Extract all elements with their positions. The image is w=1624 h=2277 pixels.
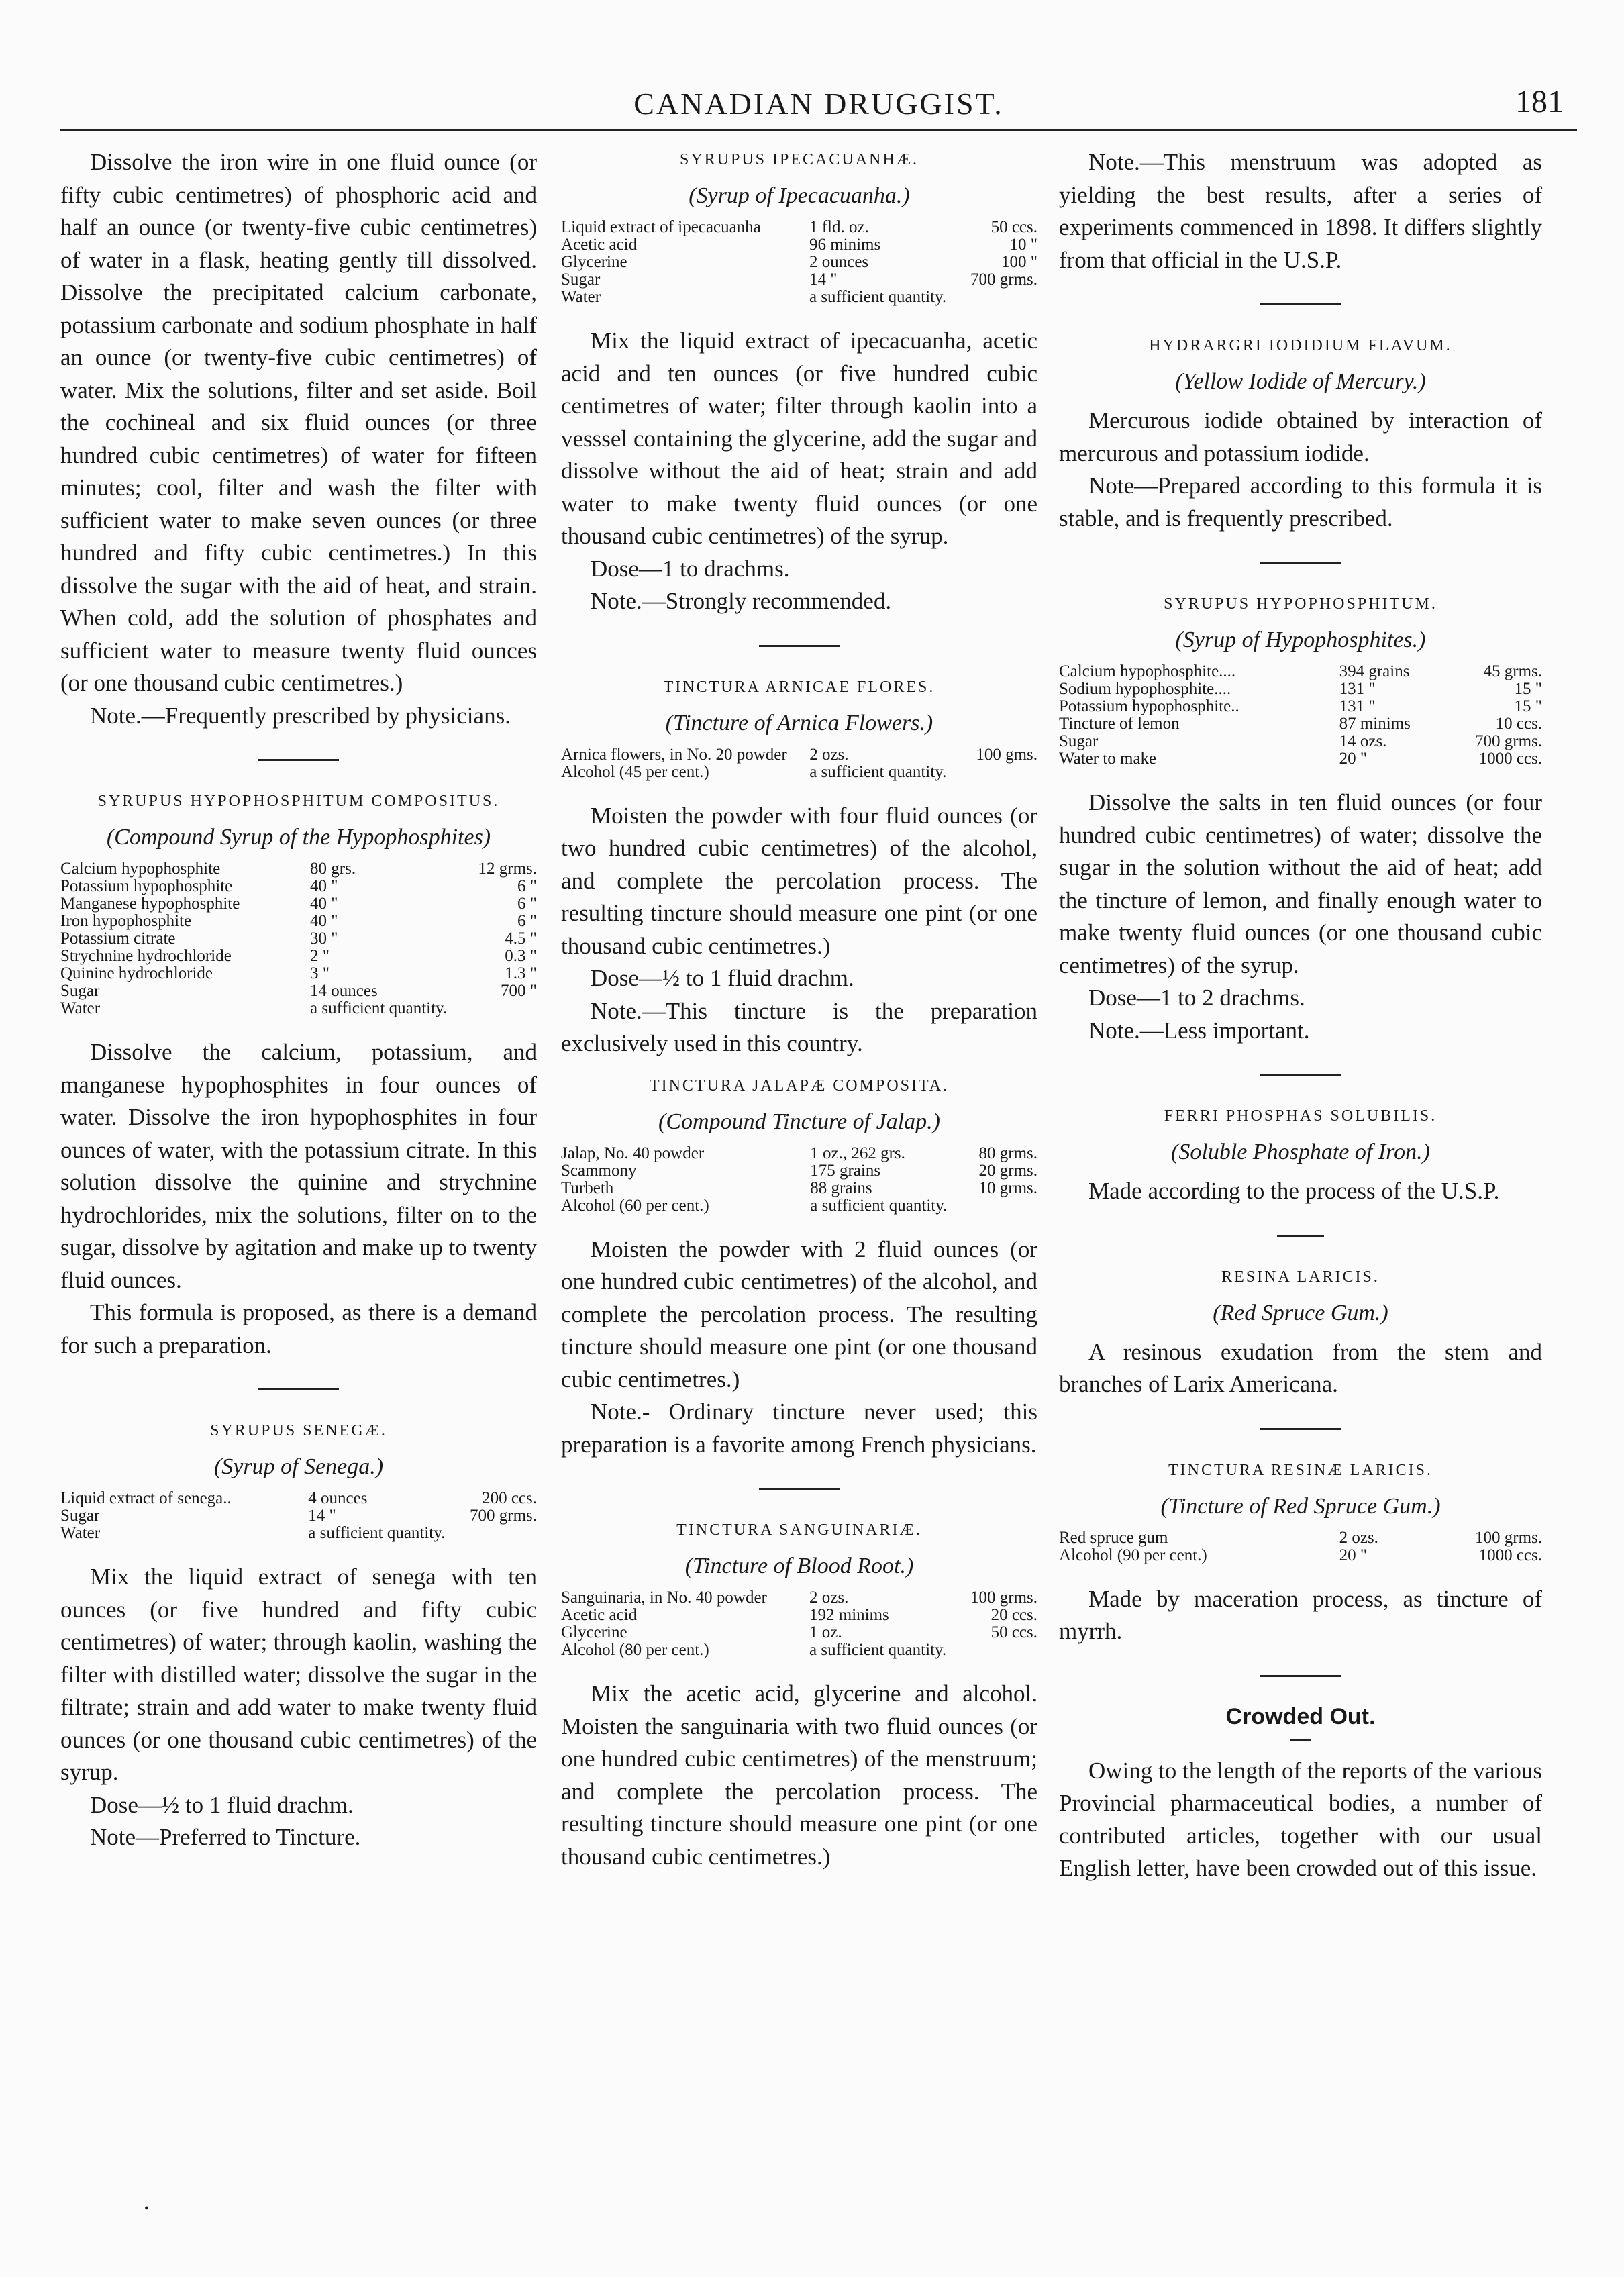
metric-quantity-cell: 6 " (517, 877, 537, 895)
formula-row (561, 1197, 1037, 1215)
metric-quantity-cell: 12 grms. (478, 860, 537, 878)
ingredient-cell: Water (60, 1524, 101, 1542)
metric-quantity-cell: 10 " (1009, 236, 1037, 254)
header-rule (60, 129, 1577, 131)
section-subtitle: (Yellow Iodide of Mercury.) (1175, 369, 1426, 394)
ingredient-cell: Glycerine (561, 253, 627, 271)
formula-row (60, 948, 537, 965)
paragraph: Note.—Less important. (1088, 1017, 1310, 1044)
print-speck: • (144, 2201, 150, 2216)
imperial-quantity-cell: 1 oz. (809, 1623, 842, 1641)
metric-quantity-cell: 100 gms. (976, 745, 1037, 764)
imperial-quantity-cell: 2 ozs. (1339, 1528, 1378, 1547)
metric-quantity-cell: 10 ccs. (1495, 715, 1542, 733)
imperial-quantity-cell: a sufficient quantity. (810, 1196, 948, 1215)
imperial-quantity-cell: 394 grains (1339, 662, 1410, 680)
paragraph: Made according to the process of the U.S.P. (1088, 1178, 1500, 1204)
formula-row (561, 289, 1037, 306)
paragraph: Mix the liquid extract of senega with ten ounces (or five hundred and fifty cubic centimetres) of water; through kaolin, washing the filter with distilled water; dissolve the sugar in the filtrate; strain and add water to make twenty fluid ounces (or one thousand cubic centimetres) of the syrup. (60, 1564, 537, 1785)
page-header (60, 81, 1577, 128)
metric-quantity-cell (947, 1197, 1037, 1215)
formula-row (1059, 1547, 1542, 1564)
section-subtitle: (Tincture of Blood Root.) (684, 1554, 914, 1578)
formula-table (561, 746, 1037, 781)
paragraph: A resinous exudation from the stem and branches of Larix Americana. (1059, 1338, 1542, 1397)
imperial-quantity-cell: 175 grains (810, 1161, 881, 1180)
ingredient-cell: Alcohol (90 per cent.) (1059, 1546, 1207, 1564)
metric-quantity-cell: 1.3 " (505, 964, 537, 982)
ingredient-cell: Potassium citrate (60, 929, 176, 948)
formula-table (1059, 663, 1542, 768)
metric-quantity-cell: 6 " (517, 895, 537, 913)
paragraph: Mix the acetic acid, glycerine and alcohol. Moisten the sanguinaria with two fluid ounces (or one hundred cubic centimetres) of the menstruum; and complete the percolation process. The resulting tincture should measure one pint (or one thousand cubic centimetres.) (561, 1680, 1037, 1870)
imperial-quantity-cell: 40 " (310, 877, 338, 895)
imperial-quantity-cell: 131 " (1339, 697, 1376, 715)
paragraph: Dissolve the calcium, potassium, and manganese hypophosphites in four ounces of water. Dissolve the iron hypophosphites in four ounces of water, with the potassium citrate. In this solution dissolve the quinine and strychnine hydrochlorides, mix the solutions, filter on to the sugar, dissolve by agitation and make up to twenty fluid ounces. (60, 1039, 537, 1293)
section-heading: SYRUPUS HYPOPHOSPHITUM COMPOSITUS. (97, 793, 500, 810)
section-separator (1260, 562, 1341, 564)
metric-quantity-cell: 700 " (501, 982, 537, 1000)
paragraph: Owing to the length of the reports of the various Provincial pharmaceutical bodies, a number of contributed articles, together with our usual English letter, have been crowded out of this issue. (1059, 1757, 1542, 1881)
paragraph: Dose—1 to drachms. (591, 555, 790, 582)
formula-row (1059, 663, 1542, 680)
section-subtitle: (Syrup of Senega.) (213, 1454, 384, 1479)
formula-row (1059, 733, 1542, 750)
metric-quantity-cell (946, 1641, 1037, 1659)
formula-row (60, 965, 537, 982)
imperial-quantity-cell: 40 " (310, 895, 338, 913)
imperial-quantity-cell: 20 " (1339, 750, 1368, 768)
formula-table (561, 1145, 1037, 1215)
ingredient-cell: Acetic acid (561, 1606, 638, 1624)
section-separator (1277, 1235, 1324, 1237)
metric-quantity-cell: 700 grms. (470, 1507, 537, 1525)
section-separator (1260, 1428, 1341, 1430)
section-separator (258, 1388, 339, 1390)
ingredient-cell: Sodium hypophosphite.... (1059, 680, 1231, 698)
ingredient-cell: Water (60, 999, 101, 1017)
metric-quantity-cell: 80 grms. (978, 1144, 1037, 1162)
imperial-quantity-cell: 96 minims (809, 236, 881, 254)
metric-quantity-cell: 100 grms. (970, 1588, 1037, 1607)
formula-row (1059, 715, 1542, 733)
imperial-quantity-cell: 80 grs. (310, 860, 356, 878)
formula-row (1059, 1529, 1542, 1547)
paragraph: Note.- Ordinary tincture never used; this preparation is a favorite among French physicians. (561, 1399, 1037, 1458)
section-heading: TINCTURA RESINÆ LARICIS. (1168, 1461, 1433, 1479)
ingredient-cell: Quinine hydrochloride (60, 964, 213, 982)
formula-table (60, 1490, 537, 1542)
paragraph: Dissolve the salts in ten fluid ounces (or four hundred cubic centimetres) of water; dissolve the sugar in the solution without the aid of heat; add the tincture of lemon, and finally enough water to make twenty fluid ounces (or one thousand cubic centimetres) of the syrup. (1059, 789, 1542, 978)
imperial-quantity-cell: 2 ozs. (809, 1588, 849, 1607)
ingredient-cell: Liquid extract of senega.. (60, 1489, 232, 1507)
column-1 (60, 146, 537, 1854)
metric-quantity-cell: 20 ccs. (991, 1606, 1037, 1624)
metric-quantity-cell: 700 grms. (1475, 732, 1542, 750)
ingredient-cell: Potassium hypophosphite.. (1059, 697, 1239, 715)
section-heading: SYRUPUS HYPOPHOSPHITUM. (1164, 595, 1437, 613)
formula-row (60, 1490, 537, 1507)
metric-quantity-cell: 200 ccs. (482, 1489, 537, 1507)
ingredient-cell: Sugar (60, 982, 100, 1000)
section-subtitle: (Tincture of Red Spruce Gum.) (1160, 1493, 1441, 1519)
formula-row (1059, 750, 1542, 768)
paragraph: Moisten the powder with four fluid ounces (or two hundred cubic centimetres) of the alcohol, and complete the percolation process. The resulting tincture should measure one pint (or one thousand cubic centimetres.) (561, 802, 1037, 959)
paragraph: Note.—This tincture is the preparation exclusively used in this country. (561, 997, 1037, 1056)
ingredient-cell: Arnica flowers, in No. 20 powder (561, 745, 787, 764)
metric-quantity-cell (447, 1000, 537, 1017)
ingredient-cell: Jalap, No. 40 powder (561, 1144, 705, 1162)
section-separator (1260, 1675, 1341, 1677)
imperial-quantity-cell: 3 " (310, 964, 330, 982)
imperial-quantity-cell: 2 ozs. (809, 745, 849, 764)
ingredient-cell: Glycerine (561, 1623, 627, 1641)
formula-row (561, 764, 1037, 781)
formula-table (1059, 1529, 1542, 1564)
imperial-quantity-cell: 192 minims (809, 1606, 889, 1624)
imperial-quantity-cell: 87 minims (1339, 715, 1411, 733)
metric-quantity-cell: 15 " (1514, 680, 1542, 698)
formula-row (561, 1145, 1037, 1162)
formula-row (60, 860, 537, 878)
formula-row (561, 236, 1037, 254)
formula-row (1059, 698, 1542, 715)
section-separator (759, 645, 840, 647)
imperial-quantity-cell: 40 " (310, 912, 338, 930)
paragraph: Note—Prepared according to this formula it is stable, and is frequently prescribed. (1059, 472, 1542, 532)
formula-table (561, 219, 1037, 306)
imperial-quantity-cell: 14 " (308, 1507, 336, 1525)
paragraph: Note.—This menstruum was adopted as yielding the best results, after a series of experiments commenced in 1898. It differs slightly from that official in the U.S.P. (1059, 149, 1542, 273)
imperial-quantity-cell: a sufficient quantity. (310, 999, 448, 1017)
metric-quantity-cell: 100 grms. (1475, 1528, 1542, 1547)
ingredient-cell: Sugar (60, 1507, 100, 1525)
formula-row (60, 895, 537, 913)
section-subtitle: (Syrup of Hypophosphites.) (1175, 627, 1426, 652)
ingredient-cell: Alcohol (45 per cent.) (561, 762, 709, 781)
ingredient-cell: Scammony (561, 1161, 637, 1180)
section-heading: TINCTURA ARNICAE FLORES. (663, 678, 935, 696)
section-heading: SYRUPUS SENEGÆ. (210, 1422, 387, 1439)
ingredient-cell: Potassium hypophosphite (60, 877, 233, 895)
formula-row (561, 1589, 1037, 1607)
ingredient-cell: Manganese hypophosphite (60, 895, 240, 913)
formula-row (60, 913, 537, 930)
paragraph: Made by maceration process, as tincture of myrrh. (1059, 1585, 1542, 1644)
section-heading: TINCTURA JALAPÆ COMPOSITA. (649, 1076, 950, 1095)
journal-title: CANADIAN DRUGGIST. (633, 87, 1004, 121)
ingredient-cell: Calcium hypophosphite (60, 860, 221, 878)
imperial-quantity-cell: a sufficient quantity. (809, 288, 947, 306)
ingredient-cell: Strychnine hydrochloride (60, 947, 232, 965)
paragraph: Dose—1 to 2 drachms. (1088, 984, 1305, 1011)
imperial-quantity-cell: 30 " (310, 929, 338, 948)
short-rule (1290, 1739, 1311, 1741)
metric-quantity-cell: 6 " (517, 912, 537, 930)
ingredient-cell: Iron hypophosphite (60, 912, 192, 930)
imperial-quantity-cell: a sufficient quantity. (809, 762, 947, 781)
ingredient-cell: Red spruce gum (1059, 1528, 1168, 1547)
formula-row (60, 1525, 537, 1542)
section-subtitle: (Compound Syrup of the Hypophosphites) (106, 825, 491, 850)
imperial-quantity-cell: 2 " (310, 947, 330, 965)
metric-quantity-cell: 15 " (1514, 697, 1542, 715)
ingredient-cell: Calcium hypophosphite.... (1059, 662, 1236, 680)
page-number: 181 (1515, 84, 1564, 119)
ingredient-cell: Water (561, 288, 601, 306)
paragraph: Note.—Frequently prescribed by physicians. (90, 702, 511, 729)
ingredient-cell: Sugar (1059, 732, 1099, 750)
formula-row (561, 1641, 1037, 1659)
paragraph: Moisten the powder with 2 fluid ounces (or one hundred cubic centimetres) of the alcohol, and complete the percolation process. The resulting tincture should measure one pint (or one thousand cubic centimetres.) (561, 1235, 1037, 1393)
section-separator (1260, 303, 1341, 305)
section-heading-crowded-out: Crowded Out. (1225, 1703, 1376, 1729)
formula-row (1059, 680, 1542, 698)
paragraph: Mix the liquid extract of ipecacuanha, acetic acid and ten ounces (or five hundred cubic centimetres of water; filter through kaolin into a vesssel containing the glycerine, add the sugar and dissolve without the aid of heat; strain and add water to make twenty fluid ounces (or one thousand cubic centimetres) of the syrup. (561, 327, 1037, 549)
imperial-quantity-cell: 88 grains (810, 1178, 872, 1197)
metric-quantity-cell (445, 1525, 537, 1542)
formula-row (60, 930, 537, 948)
metric-quantity-cell: 45 grms. (1483, 662, 1542, 680)
metric-quantity-cell: 50 ccs. (991, 218, 1037, 236)
paragraph: Note—Preferred to Tincture. (90, 1824, 361, 1850)
formula-row (561, 1607, 1037, 1624)
imperial-quantity-cell: 131 " (1339, 680, 1376, 698)
imperial-quantity-cell: 14 " (809, 270, 838, 289)
imperial-quantity-cell: 20 " (1339, 1546, 1368, 1564)
metric-quantity-cell: 100 " (1001, 253, 1037, 271)
formula-row (561, 271, 1037, 289)
ingredient-cell: Alcohol (80 per cent.) (561, 1641, 709, 1659)
formula-row (561, 254, 1037, 271)
section-subtitle: (Red Spruce Gum.) (1213, 1300, 1388, 1325)
ingredient-cell: Alcohol (60 per cent.) (561, 1196, 709, 1215)
section-subtitle: (Syrup of Ipecacuanha.) (689, 183, 910, 208)
ingredient-cell: Sanguinaria, in No. 40 powder (561, 1588, 767, 1607)
formula-row (60, 1000, 537, 1017)
imperial-quantity-cell: 14 ozs. (1339, 732, 1387, 750)
ingredient-cell: Turbeth (561, 1178, 614, 1197)
formula-row (60, 1507, 537, 1525)
metric-quantity-cell: 20 grms. (978, 1161, 1037, 1180)
metric-quantity-cell (946, 764, 1037, 781)
formula-row (561, 1180, 1037, 1197)
section-separator (759, 1488, 840, 1490)
section-heading: HYDRARGRI IODIDIUM FLAVUM. (1149, 337, 1452, 354)
metric-quantity-cell (946, 289, 1037, 306)
metric-quantity-cell: 50 ccs. (991, 1623, 1037, 1641)
ingredient-cell: Tincture of lemon (1059, 715, 1180, 733)
section-heading: SYRUPUS IPECACUANHÆ. (679, 151, 919, 168)
ingredient-cell: Acetic acid (561, 236, 638, 254)
column-2 (561, 146, 1037, 1873)
formula-row (561, 746, 1037, 764)
metric-quantity-cell: 700 grms. (970, 270, 1037, 289)
imperial-quantity-cell: 14 ounces (310, 982, 378, 1000)
section-subtitle: (Tincture of Arnica Flowers.) (665, 710, 933, 736)
ingredient-cell: Sugar (561, 270, 601, 289)
section-subtitle: (Compound Tincture of Jalap.) (658, 1109, 940, 1134)
paragraph: Dose—½ to 1 fluid drachm. (90, 1791, 354, 1818)
formula-row (60, 982, 537, 1000)
metric-quantity-cell: 1000 ccs. (1478, 750, 1542, 768)
section-separator (258, 759, 339, 761)
imperial-quantity-cell: a sufficient quantity. (308, 1524, 446, 1542)
formula-table (561, 1589, 1037, 1659)
metric-quantity-cell: 1000 ccs. (1478, 1546, 1542, 1564)
formula-row (561, 1624, 1037, 1641)
metric-quantity-cell: 10 grms. (978, 1178, 1037, 1197)
imperial-quantity-cell: 1 oz., 262 grs. (810, 1144, 905, 1162)
formula-row (561, 219, 1037, 236)
ingredient-cell: Water to make (1059, 750, 1157, 768)
column-3 (1059, 146, 1542, 1885)
formula-row (60, 878, 537, 895)
imperial-quantity-cell: a sufficient quantity. (809, 1641, 947, 1659)
formula-row (561, 1162, 1037, 1180)
formula-table (60, 860, 537, 1017)
paragraph: Mercurous iodide obtained by interaction of mercurous and potassium iodide. (1059, 407, 1542, 466)
section-heading: RESINA LARICIS. (1221, 1268, 1380, 1286)
paragraph: Dissolve the iron wire in one fluid ounce (or fifty cubic centimetres) of phosphoric acid and half an ounce (or twenty-five cubic centimetres) of water in a flask, heating gently till dissolved. Dissolve the precipitated calcium carbonate, potassium carbonate and sodium phosphate in half an ounce (or twenty-five cubic centimetres) of water. Mix the solutions, filter and set aside. Boil the cochineal and six fluid ounces (or three hundred cubic centimetres) of water for fifteen minutes; cool, filter and wash the filter with sufficient water to make seven ounces (or three hundred and fifty cubic centimetres.) In this dissolve the sugar with the aid of heat, and strain. When cold, add the solution of phosphates and sufficient water to measure twenty fluid ounces (or one thousand cubic centimetres.) (60, 149, 537, 696)
section-heading: FERRI PHOSPHAS SOLUBILIS. (1164, 1107, 1437, 1125)
ingredient-cell: Liquid extract of ipecacuanha (561, 218, 761, 236)
metric-quantity-cell: 4.5 " (505, 929, 537, 948)
metric-quantity-cell: 0.3 " (505, 947, 537, 965)
imperial-quantity-cell: 4 ounces (308, 1489, 368, 1507)
section-subtitle: (Soluble Phosphate of Iron.) (1171, 1140, 1430, 1164)
imperial-quantity-cell: 2 ounces (809, 253, 869, 271)
section-separator (1260, 1074, 1341, 1076)
paragraph: This formula is proposed, as there is a demand for such a preparation. (60, 1299, 537, 1358)
paragraph: Dose—½ to 1 fluid drachm. (591, 965, 854, 991)
paragraph: Note.—Strongly recommended. (591, 588, 892, 614)
imperial-quantity-cell: 1 fld. oz. (809, 218, 869, 236)
section-heading: TINCTURA SANGUINARIÆ. (676, 1521, 922, 1539)
